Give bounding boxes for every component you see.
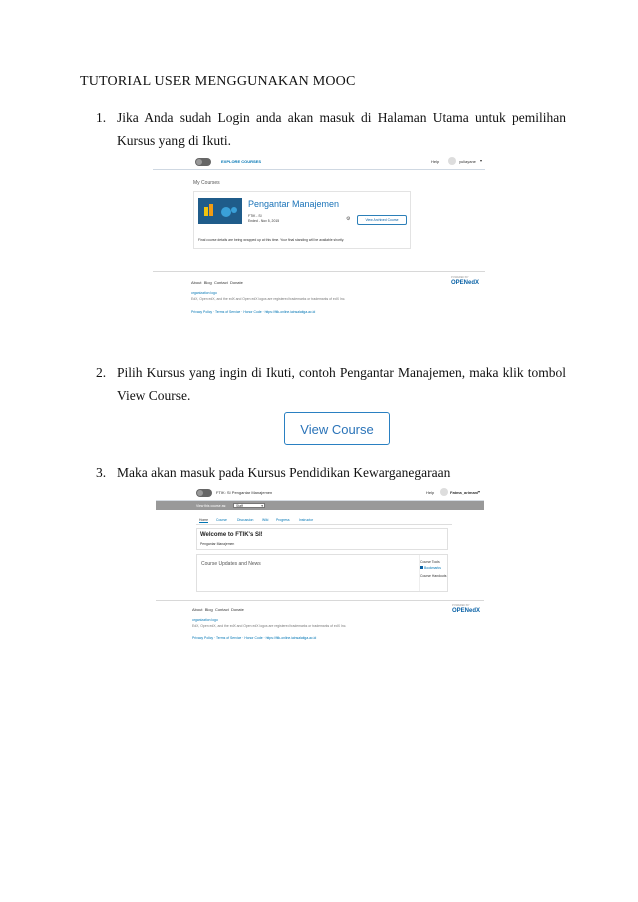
my-courses-heading: My Courses (193, 180, 220, 186)
course-header (156, 486, 484, 501)
chevron-down-icon[interactable]: ▾ (478, 489, 481, 494)
powered-by-label: POWERED BY (451, 276, 469, 279)
settings-gear-icon[interactable]: ⚙ (346, 216, 351, 222)
footer-link-blog[interactable]: Blog (204, 607, 213, 612)
course-tabs (196, 517, 452, 525)
explore-courses-link[interactable]: EXPLORE COURSES (221, 159, 262, 164)
tab-discussion[interactable]: Discussion (237, 518, 254, 522)
organization-logo-image: organization logo (191, 291, 217, 295)
footer-link-about[interactable]: About (192, 607, 203, 612)
view-as-label: View this course as: (196, 504, 227, 508)
course-ended: Ended - Nov 5, 2015 (248, 219, 280, 223)
powered-by-label: POWERED BY (452, 604, 470, 607)
welcome-panel (196, 528, 448, 550)
help-link[interactable]: Help (426, 490, 435, 495)
step-1 (96, 106, 566, 152)
tab-wiki[interactable]: Wiki (262, 518, 269, 522)
view-as-select[interactable] (233, 503, 265, 508)
document-title: TUTORIAL USER MENGGUNAKAN MOOC (80, 74, 356, 89)
course-card (193, 191, 411, 249)
screenshot-dashboard (153, 155, 485, 320)
step-text: Maka akan masuk pada Kursus Pendidikan Kewarganegaraan (117, 465, 451, 480)
footer-link-donate[interactable]: Donate (229, 280, 243, 285)
help-link[interactable]: Help (431, 159, 440, 164)
footer-link-contact[interactable]: Contact (214, 607, 229, 612)
footer-legal-links[interactable]: Privacy Policy · Terms of Service · Honor Code · https://ftik-online.iainsalatiga.ac.id (192, 636, 317, 640)
step-number: 2. (96, 365, 107, 380)
screenshot-course-home (156, 486, 484, 648)
course-handouts-heading: Course Handouts (420, 574, 447, 578)
avatar (440, 488, 448, 496)
username-menu[interactable]: Fatma_arimani (450, 490, 479, 495)
site-header (153, 155, 485, 170)
course-tools-heading: Course Tools (420, 560, 440, 564)
footer-copyright: EdX, Open edX, and the edX and Open edX logos are registered trademarks or trademarks of edX Inc. (191, 297, 346, 301)
openedx-logo: OPENedX (451, 280, 480, 286)
tab-instructor[interactable]: Instructor (299, 518, 314, 522)
course-thumbnail (198, 198, 242, 224)
openedx-logo: OPENedX (452, 608, 481, 614)
course-notice: Final course details are being wrapped up at this time. Your final standing will be available shortly. (198, 238, 345, 242)
tab-home[interactable]: Home (199, 518, 209, 522)
footer-link-contact[interactable]: Contact (213, 280, 228, 285)
view-course-button[interactable]: View Course (284, 412, 390, 445)
tab-course[interactable]: Course (216, 518, 227, 522)
view-archived-course-button[interactable]: View Archived Course (357, 215, 407, 225)
welcome-title: Welcome to FTIK's SI! (200, 532, 263, 538)
footer-legal-links[interactable]: Privacy Policy · Terms of Service · Honor Code · https://ftik-online.iainsalatiga.ac.id (191, 310, 316, 314)
step-text: Pilih Kursus yang ingin di Ikuti, contoh Pengantar Manajemen, maka klik tombol View Course. (117, 365, 566, 403)
chevron-down-icon: ▾ (261, 504, 263, 508)
staff-preview-bar (156, 501, 484, 510)
avatar (448, 157, 456, 165)
step-text: Jika Anda sudah Login anda akan masuk di Halaman Utama untuk pemilihan Kursus yang di Ikuti. (117, 110, 566, 148)
welcome-subtitle: Pengantar Manajemen (200, 542, 235, 546)
step-number: 1. (96, 110, 107, 125)
view-as-value: Staff (236, 504, 243, 508)
chevron-down-icon[interactable]: ▾ (480, 158, 483, 163)
logo-toggle-icon (196, 489, 212, 497)
organization-logo-image: organization logo (192, 618, 218, 622)
step-2 (96, 361, 566, 407)
footer-link-blog[interactable]: Blog (203, 280, 212, 285)
course-title-link[interactable]: Pengantar Manajemen (248, 199, 340, 209)
footer-copyright: EdX, Open edX, and the edX and Open edX logos are registered trademarks or trademarks of edX Inc. (192, 624, 347, 628)
username-menu[interactable]: yuliayane (459, 159, 476, 164)
step-number: 3. (96, 465, 107, 480)
logo-toggle-icon (195, 158, 211, 166)
tab-progress[interactable]: Progress (276, 518, 290, 522)
course-updates-heading: Course Updates and News (201, 561, 261, 567)
course-org: FTIK - SI (248, 214, 262, 218)
footer-nav (191, 280, 243, 285)
footer-nav (192, 607, 244, 612)
updates-panel (196, 554, 448, 592)
step-3 (96, 461, 566, 484)
footer-link-about[interactable]: About (191, 280, 202, 285)
bookmarks-link[interactable] (420, 566, 441, 570)
bookmarks-label: Bookmarks (423, 566, 441, 570)
footer-link-donate[interactable]: Donate (230, 607, 244, 612)
bookmark-icon (420, 566, 423, 569)
course-identifier: FTIK: SI Pengantar Manajemen (216, 490, 273, 495)
